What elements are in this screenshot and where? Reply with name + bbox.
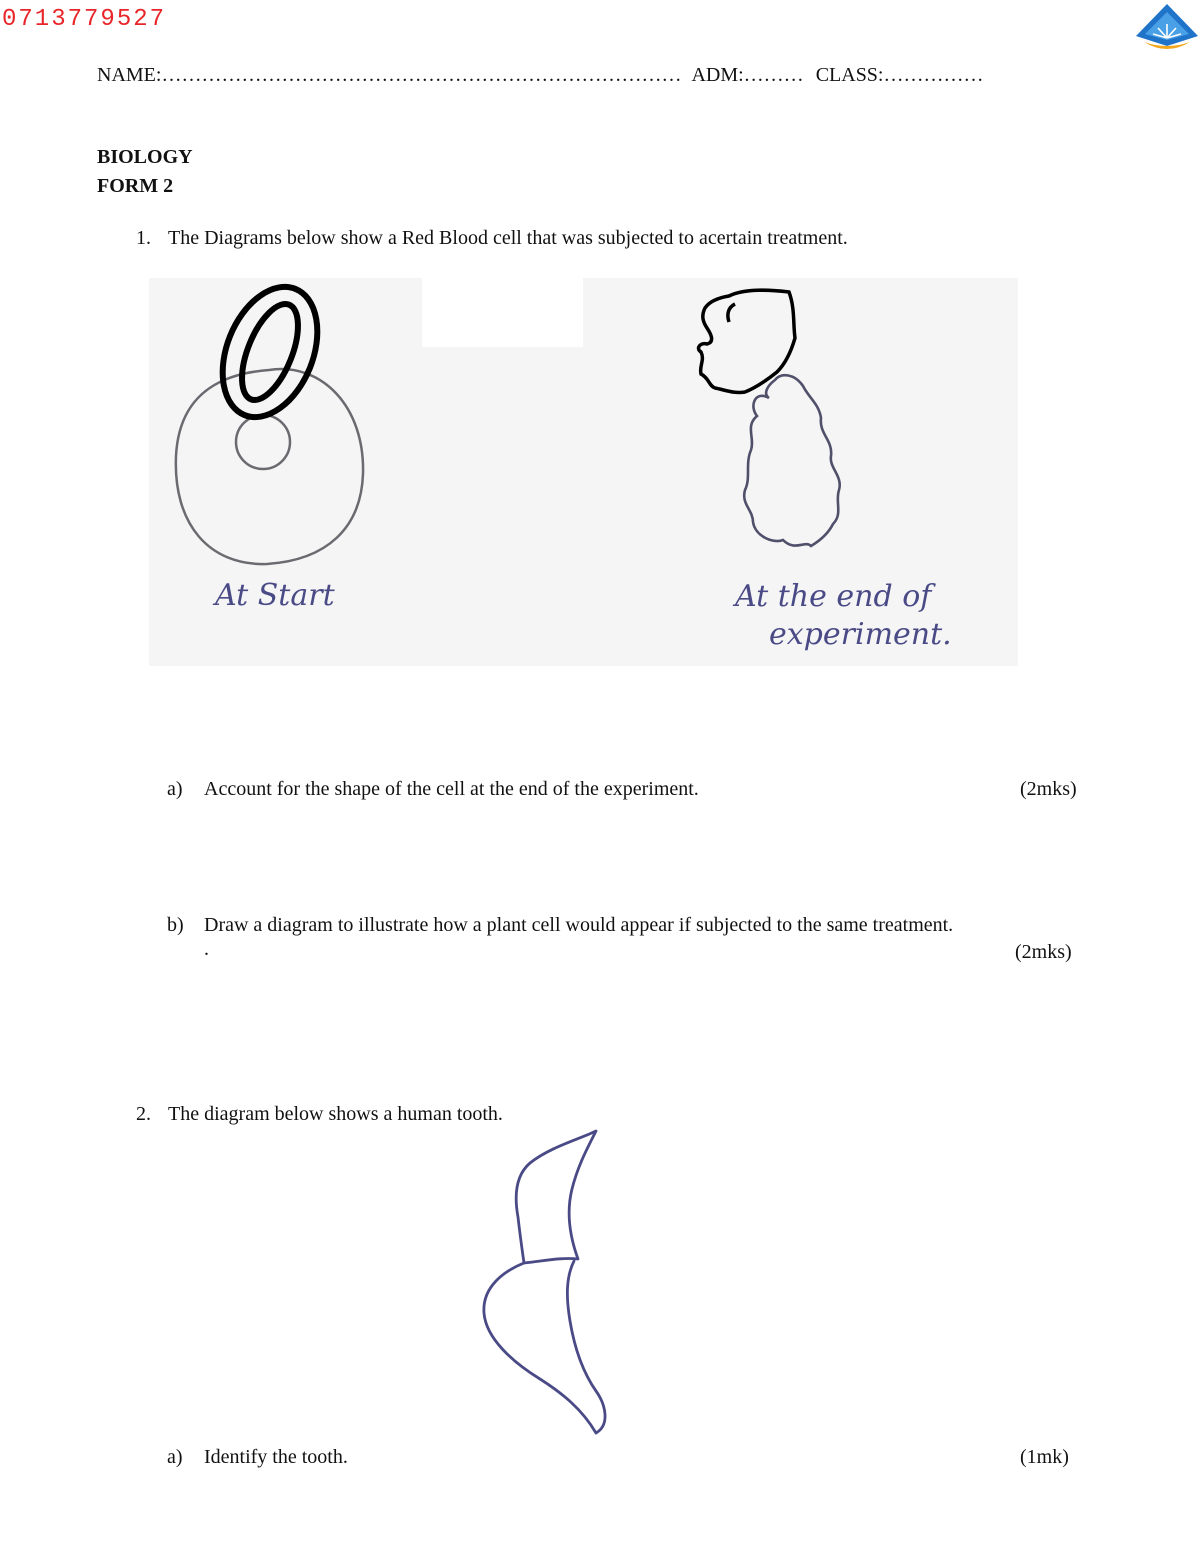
subject-form: FORM 2: [97, 175, 174, 197]
label-at-end: [735, 578, 952, 654]
rbc-figure: [149, 278, 1018, 666]
subject-heading: [97, 143, 193, 201]
publisher-logo-icon: [1134, 2, 1200, 58]
marks-1a: (2mks): [1020, 778, 1077, 800]
watermark-phone: 0713779527: [2, 6, 167, 33]
part-letter: a): [167, 1446, 183, 1468]
ring-outer: [205, 278, 336, 431]
question-number: 1.: [136, 227, 151, 249]
question-1b-dot: .: [204, 938, 209, 960]
question-1b: [167, 914, 954, 937]
rbc-end-outline: [744, 375, 840, 546]
part-letter: a): [167, 778, 183, 800]
tooth-diagram: [470, 1125, 630, 1445]
name-field[interactable]: NAME:……………………………………………………………………: [97, 64, 682, 86]
adm-field[interactable]: ADM:………: [691, 64, 804, 86]
part-text: Account for the shape of the cell at the end of the experiment.: [204, 778, 699, 800]
label-at-end-line2: experiment.: [769, 617, 952, 652]
part-letter: b): [167, 914, 184, 936]
question-number: 2.: [136, 1103, 151, 1125]
marks-2a: (1mk): [1020, 1446, 1069, 1468]
label-at-start: At Start: [215, 578, 335, 613]
question-text: The Diagrams below show a Red Blood cell that was subjected to acertain treatment.: [168, 227, 848, 249]
student-details-line: [97, 64, 984, 87]
marks-1b: (2mks): [1015, 941, 1072, 963]
part-text: Identify the tooth.: [204, 1446, 348, 1468]
question-text: The diagram below shows a human tooth.: [168, 1103, 503, 1125]
question-2a: [167, 1446, 348, 1469]
class-field[interactable]: CLASS:……………: [815, 64, 984, 86]
question-1a: [167, 778, 699, 801]
part-text: Draw a diagram to illustrate how a plant cell would appear if subjected to the same treatment.: [204, 914, 954, 936]
rbc-start-outline: [176, 369, 363, 564]
subject-title: BIOLOGY: [97, 146, 193, 168]
label-at-end-line1: At the end of: [735, 579, 932, 614]
rbc-start-center: [236, 415, 290, 469]
